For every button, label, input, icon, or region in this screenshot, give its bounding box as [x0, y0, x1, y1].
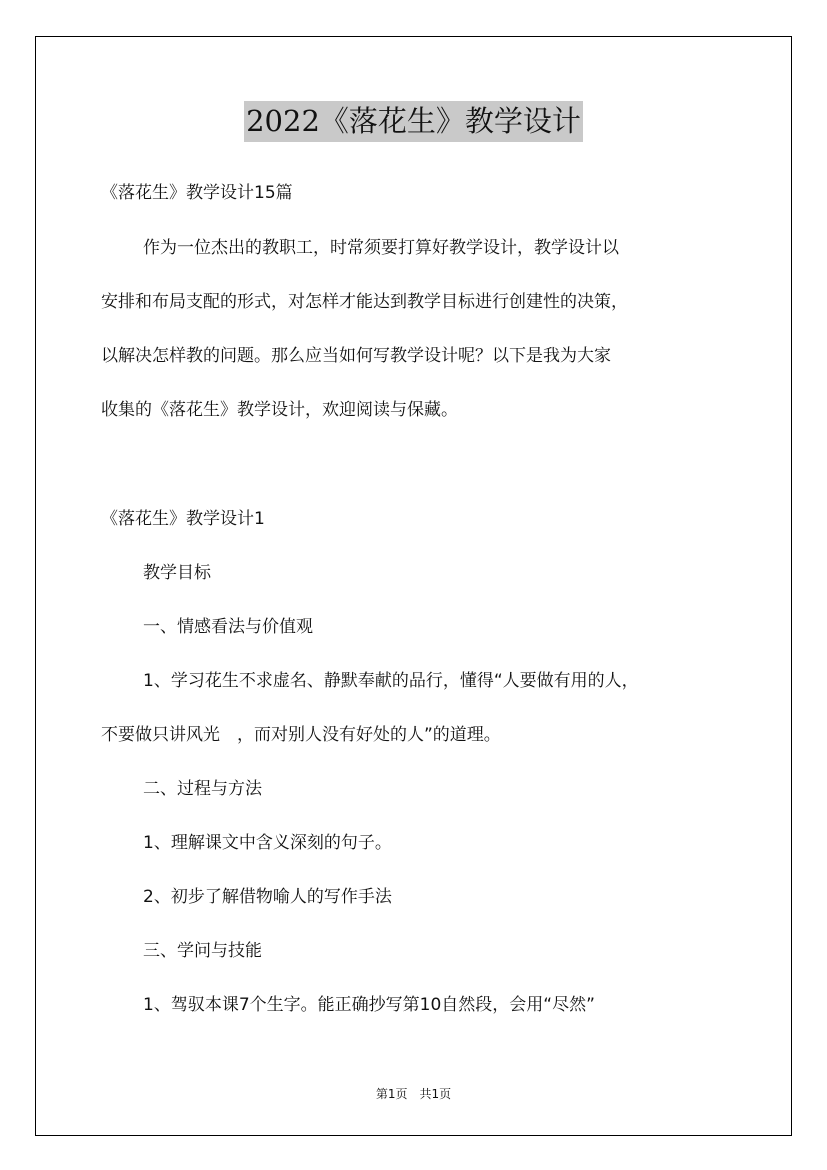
intro-line-1: 作为一位杰出的教职工，时常须要打算好教学设计，教学设计以: [143, 238, 619, 258]
intro-line-4: 收集的《落花生》教学设计，欢迎阅读与保藏。: [101, 400, 458, 420]
intro-line-3: 以解决怎样教的问题。那么应当如何写教学设计呢？以下是我为大家: [101, 346, 611, 366]
title-container: [0, 101, 827, 142]
part2-heading: 二、过程与方法: [143, 779, 262, 799]
document-title: 2022《落花生》教学设计: [244, 101, 583, 142]
part1-heading: 一、情感看法与价值观: [143, 617, 313, 637]
page-footer: 第1页 共1页: [375, 1087, 452, 1101]
part1-item1-line-1: 1、学习花生不求虚名、静默奉献的品行，懂得“人要做有用的人，: [143, 671, 639, 691]
part2-item2: 2、初步了解借物喻人的写作手法: [143, 887, 392, 907]
part1-item1-line-2: 不要做只讲风光 ，而对别人没有好处的人”的道理。: [101, 725, 501, 745]
part2-item1: 1、理解课文中含义深刻的句子。: [143, 833, 392, 853]
section-heading: 《落花生》教学设计1: [101, 509, 265, 529]
goals-heading: 教学目标: [143, 563, 211, 583]
part3-heading: 三、学问与技能: [143, 941, 262, 961]
document-subtitle: 《落花生》教学设计15篇: [101, 183, 293, 203]
part3-item1: 1、驾驭本课7个生字。能正确抄写第10自然段，会用“尽然”: [143, 995, 595, 1015]
intro-line-2: 安排和布局支配的形式，对怎样才能达到教学目标进行创建性的决策，: [101, 292, 628, 312]
